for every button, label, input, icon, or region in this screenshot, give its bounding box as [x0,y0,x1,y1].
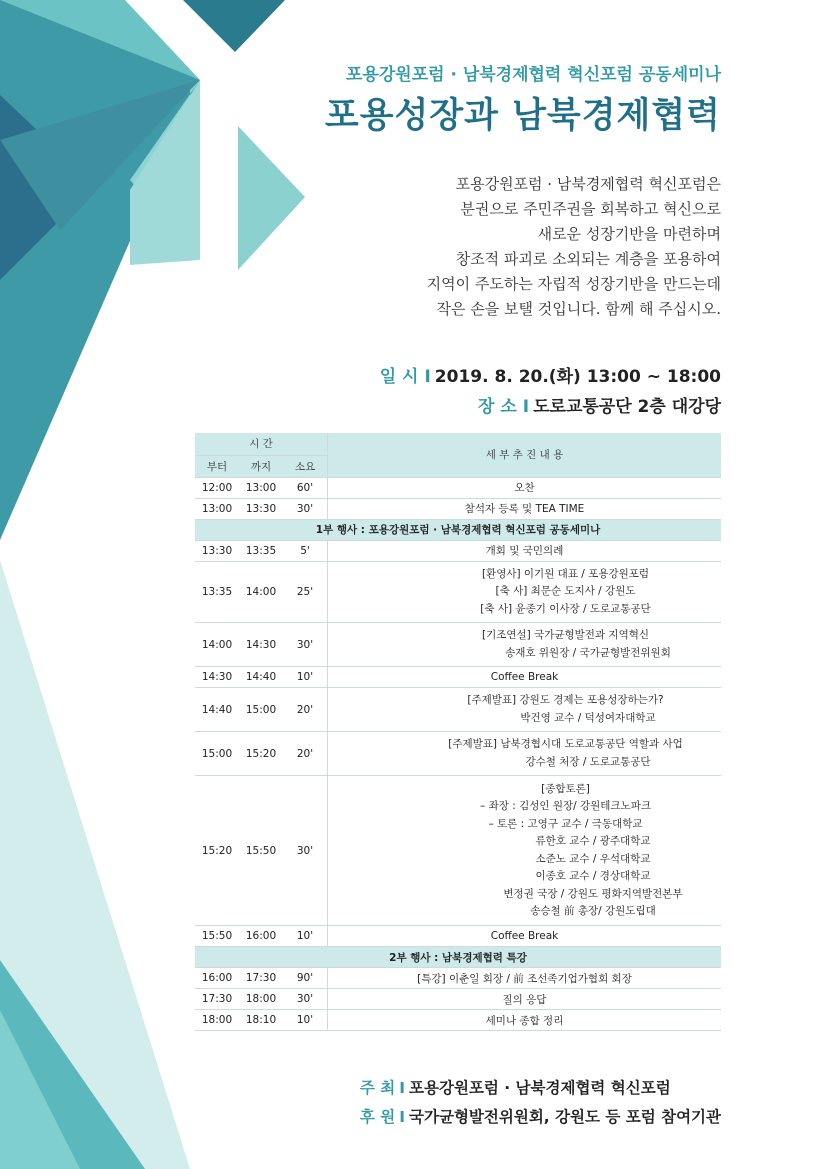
time-to: 16:00 [239,926,283,947]
time-to: 13:00 [239,477,283,498]
duration: 20' [283,732,328,776]
duration: 10' [283,667,328,688]
section-title: 2부 행사 : 남북경제협력 특강 [195,947,721,968]
header-time: 시 간 [195,433,328,455]
table-row [195,477,721,498]
time-from: 13:00 [195,498,239,519]
duration: 20' [283,688,328,732]
intro-line: 새로운 성장기반을 마련하며 [537,225,721,243]
detail-line: [기조연설] 국가균형발전과 지역혁신 [481,629,649,641]
duration: 30' [283,989,328,1010]
detail-line: [축 사] 윤종기 이사장 / 도로교통공단 [480,602,651,615]
time-from: 14:40 [195,688,239,732]
table-row [195,667,721,688]
detail-line: 류한호 교수 / 광주대학교 [535,835,651,847]
detail-line: [축 사] 최문순 도지사 / 강원도 [495,585,636,597]
page-subtitle: 포용강원포럼 · 남북경제협력 혁신포럼 공동세미나 [346,65,721,85]
date-row [380,362,721,392]
sponsor-label: 후 원 [359,1108,396,1126]
intro-line: 포용강원포럼 · 남북경제협력 혁신포럼은 [455,175,721,193]
time-from: 14:00 [195,623,239,667]
time-to: 13:30 [239,498,283,519]
separator: I [424,367,431,387]
place-row [380,392,721,422]
duration: 30' [283,623,328,667]
detail-line: 질의 응답 [502,993,547,1006]
detail-cell [328,776,722,926]
time-from: 16:00 [195,968,239,989]
intro-line: 분권으로 주민주권을 회복하고 혁신으로 [460,200,721,218]
table-row [195,926,721,947]
detail-line: 이종호 교수 / 경상대학교 [535,870,651,882]
separator: I [399,1079,406,1097]
detail-line: 소준노 교수 / 우석대학교 [535,852,651,865]
time-to: 14:30 [239,623,283,667]
time-from: 15:00 [195,732,239,776]
page-title: 포용성장과 남북경제협력 [324,96,721,136]
detail-line: 박건영 교수 / 덕성여자대학교 [520,711,656,724]
intro-line: 창조적 파괴로 소외되는 계층을 포용하여 [455,250,721,268]
table-row [195,688,721,732]
detail-cell [328,1010,722,1031]
detail-cell [328,989,722,1010]
detail-line: Coffee Break [490,671,559,683]
table-row [195,623,721,667]
table-row [195,498,721,519]
duration: 60' [283,477,328,498]
intro-line: 지역이 주도하는 자립적 성장기반을 만드는데 [426,275,721,293]
host-label: 주 최 [359,1079,396,1097]
time-from: 15:20 [195,776,239,926]
time-to: 17:30 [239,968,283,989]
table-row [195,989,721,1010]
intro-line: 작은 손을 보탤 것입니다. 함께 해 주십시오. [436,300,721,318]
sponsor-value: 국가균형발전위원회, 강원도 등 포럼 참여기관 [409,1108,721,1126]
time-to: 15:20 [239,732,283,776]
time-from: 12:00 [195,477,239,498]
detail-line: Coffee Break [490,930,559,942]
detail-cell [328,667,722,688]
detail-cell [328,561,722,623]
host-row [360,1074,721,1103]
detail-line: [종합토론] [541,782,590,795]
footer-info [360,1074,721,1132]
duration: 10' [283,926,328,947]
detail-cell [328,498,722,519]
header-to: 까지 [239,455,283,477]
detail-line: 송재호 위원장 / 국가균형발전위원회 [505,646,671,659]
detail-line: 참석자 등록 및 TEA TIME [464,503,585,515]
detail-line: [주제발표] 강원도 경제는 포용성장하는가? [467,694,664,706]
detail-cell [328,540,722,561]
detail-cell [328,623,722,667]
detail-line: – 토론 : 고영구 교수 / 극동대학교 [488,817,643,830]
time-to: 14:40 [239,667,283,688]
time-to: 14:00 [239,561,283,623]
table-row [195,732,721,776]
time-from: 15:50 [195,926,239,947]
time-to: 13:35 [239,540,283,561]
detail-line: 송승철 前 총장/ 강원도립대 [530,905,656,917]
detail-line: – 좌장 : 김성인 원장/ 강원테크노파크 [479,800,651,812]
duration: 30' [283,776,328,926]
detail-cell [328,926,722,947]
schedule-body [195,477,721,1031]
detail-line: 세미나 종합 정리 [485,1014,564,1027]
table-row [195,776,721,926]
header-detail: 세 부 추 진 내 용 [328,433,722,477]
table-row [195,1010,721,1031]
time-to: 18:00 [239,989,283,1010]
time-from: 14:30 [195,667,239,688]
separator: I [399,1108,406,1126]
table-row [195,561,721,623]
time-to: 18:10 [239,1010,283,1031]
detail-line: [환영사] 이기원 대표 / 포용강원포럼 [481,567,650,580]
header-duration: 소요 [283,455,328,477]
detail-line: 오찬 [514,482,535,494]
detail-cell [328,732,722,776]
detail-cell [328,477,722,498]
detail-line: [특강] 이춘일 회장 / 前 조선족기업가협회 회장 [417,972,632,985]
duration: 90' [283,968,328,989]
place-value: 도로교통공단 2층 대강당 [533,397,721,417]
time-from: 13:30 [195,540,239,561]
table-row [195,540,721,561]
event-info [380,362,721,422]
detail-line: [주제발표] 남북경협시대 도로교통공단 역할과 사업 [448,738,683,750]
sponsor-row [360,1103,721,1132]
detail-cell [328,688,722,732]
time-from: 18:00 [195,1010,239,1031]
detail-cell [328,968,722,989]
separator: I [522,397,530,417]
duration: 10' [283,1010,328,1031]
section-title: 1부 행사 : 포용강원포럼 · 남북경제협력 혁신포럼 공동세미나 [195,519,721,540]
detail-line: 강수철 처장 / 도로교통공단 [525,755,651,768]
time-from: 17:30 [195,989,239,1010]
time-from: 13:35 [195,561,239,623]
place-label: 장 소 [478,397,517,417]
schedule-table [195,433,721,1031]
duration: 5' [283,540,328,561]
date-label: 일 시 [379,367,419,387]
section-row [195,519,721,540]
time-to: 15:00 [239,688,283,732]
duration: 30' [283,498,328,519]
duration: 25' [283,561,328,623]
intro-paragraph [427,172,721,322]
header-from: 부터 [195,455,239,477]
section-row [195,947,721,968]
host-value: 포용강원포럼 · 남북경제협력 혁신포럼 [409,1079,671,1097]
detail-line: 개회 및 국민의례 [485,545,564,557]
time-to: 15:50 [239,776,283,926]
table-row [195,968,721,989]
detail-line: 변정권 국장 / 강원도 평화지역발전본부 [503,887,683,900]
date-value: 2019. 8. 20.(화) 13:00 ~ 18:00 [434,367,721,387]
